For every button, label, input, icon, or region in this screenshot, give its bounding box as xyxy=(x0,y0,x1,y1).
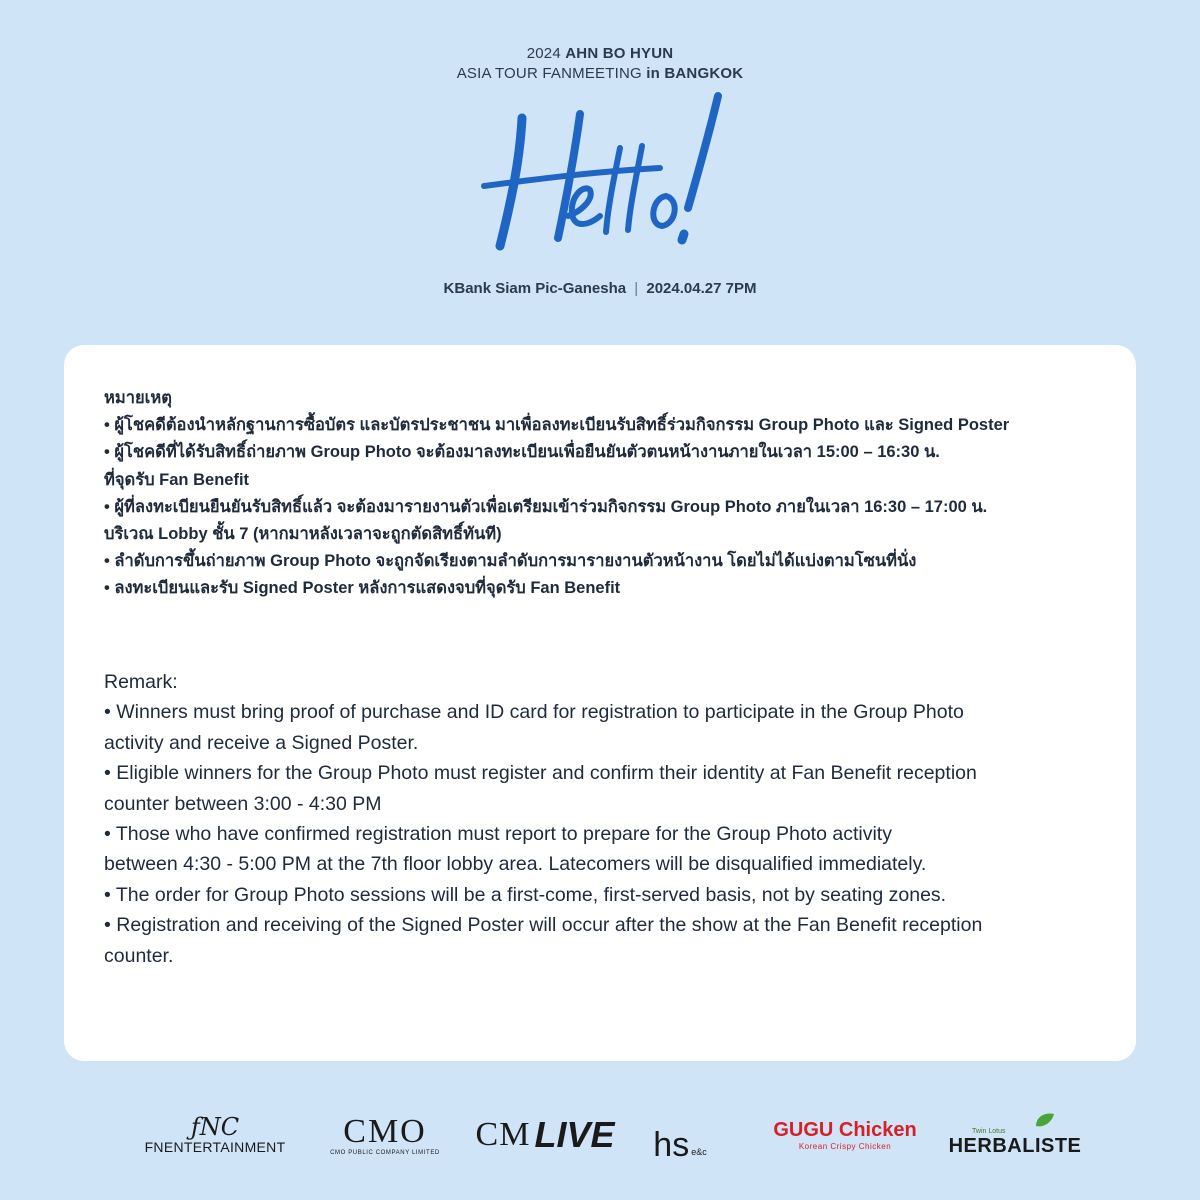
venue-name: KBank Siam Pic-Ganesha xyxy=(443,280,627,297)
cm-live-logo xyxy=(475,1105,615,1165)
remark-line: • Registration and receiving of the Signed Poster will occur after the show at the Fan Benefit reception xyxy=(104,914,983,937)
sponsor-logos xyxy=(140,1105,1082,1165)
hello-script-text: Hello! xyxy=(603,264,607,265)
fn-entertainment-logo xyxy=(140,1105,290,1165)
herbaliste-small-label: Twin Lotus xyxy=(972,1128,1006,1135)
thai-line: • ลงทะเบียนและรับ Signed Poster หลังการแสดงจบที่จุดรับ Fan Benefit xyxy=(104,579,621,598)
remark-line: counter. xyxy=(104,944,174,967)
hs-logo-label: e&c xyxy=(691,1147,707,1157)
fn-logo-label: FNENTERTAINMENT xyxy=(144,1139,286,1155)
thai-heading: หมายเหตุ xyxy=(104,389,172,407)
fn-logo-mark: ƒNC xyxy=(190,1113,240,1141)
cm-live-mark-cm: CM xyxy=(475,1116,531,1153)
thai-line: • ผู้โชคดีต้องนำหลักฐานการซื้อบัตร และบัตรประชาชน มาเพื่อลงทะเบียนรับสิทธิ์ร่วมกิจกรรม Group Photo และ Signed Poster xyxy=(104,416,1010,435)
thai-line: บริเวณ Lobby ชั้น 7 (หากมาหลังเวลาจะถูกตัดสิทธิ์ทันที) xyxy=(104,525,502,544)
venue-separator: | xyxy=(634,280,639,297)
cmo-logo-mark: CMO xyxy=(343,1113,427,1150)
hello-script-logo xyxy=(470,88,740,268)
cmo-logo-label: CMO PUBLIC COMPANY LIMITED xyxy=(330,1150,440,1156)
remark-line: • The order for Group Photo sessions will be a first-come, first-served basis, not by seating zones. xyxy=(104,883,947,906)
thai-line: • ผู้โชคดีที่ได้รับสิทธิ์ถ่ายภาพ Group Photo จะต้องมาลงทะเบียนเพื่อยืนยันตัวตนหน้างานภายในเวลา 15:00 – 16:30 น. xyxy=(104,443,940,462)
herbaliste-logo xyxy=(948,1105,1082,1165)
remark-line: • Those who have confirmed registration must report to prepare for the Group Photo activity xyxy=(104,823,892,846)
notice-card xyxy=(64,345,1136,1061)
herbaliste-logo-mark: HERBALISTE xyxy=(948,1135,1082,1157)
event-year-title: 2024 AHN BO HYUN xyxy=(526,45,674,62)
hs-logo-mark: hs xyxy=(653,1126,690,1164)
remark-line: • Winners must bring proof of purchase and ID card for registration to participate in the Group Photo xyxy=(104,701,964,724)
gugu-logo-mark: GUGU Chicken xyxy=(773,1119,917,1141)
remark-line: • Eligible winners for the Group Photo must register and confirm their identity at Fan Benefit reception xyxy=(104,762,977,785)
cmo-logo xyxy=(330,1105,440,1165)
english-remark xyxy=(104,667,1114,971)
gugu-logo-label: Korean Crispy Chicken xyxy=(798,1142,892,1151)
venue-line xyxy=(0,280,1200,297)
thai-line: • ลำดับการขึ้นถ่ายภาพ Group Photo จะถูกจัดเรียงตามลำดับการมารายงานตัวหน้างาน โดยไม่ได้แบ่งตามโซนที่นั่ง xyxy=(104,552,917,571)
gugu-chicken-logo xyxy=(755,1105,935,1165)
remark-line: activity and receive a Signed Poster. xyxy=(104,731,419,754)
event-header xyxy=(0,44,1200,84)
remark-line: between 4:30 - 5:00 PM at the 7th floor lobby area. Latecomers will be disqualified immediately. xyxy=(104,853,927,876)
remark-line: counter between 3:00 - 4:30 PM xyxy=(104,792,382,815)
event-tour-title: ASIA TOUR FANMEETING in BANGKOK xyxy=(456,65,744,82)
hs-ec-logo xyxy=(650,1105,710,1165)
thai-line: ที่จุดรับ Fan Benefit xyxy=(104,470,250,489)
thai-line: • ผู้ที่ลงทะเบียนยืนยันรับสิทธิ์แล้ว จะต้องมารายงานตัวเพื่อเตรียมเข้าร่วมกิจกรรม Group Photo ภายในเวลา 16:30 – 17:00 น. xyxy=(104,497,988,516)
thai-notice xyxy=(104,385,1114,603)
leaf-icon xyxy=(1034,1112,1056,1128)
cm-live-mark-live: LIVE xyxy=(534,1114,615,1155)
venue-datetime: 2024.04.27 7PM xyxy=(646,280,757,297)
remark-heading: Remark: xyxy=(104,671,178,693)
